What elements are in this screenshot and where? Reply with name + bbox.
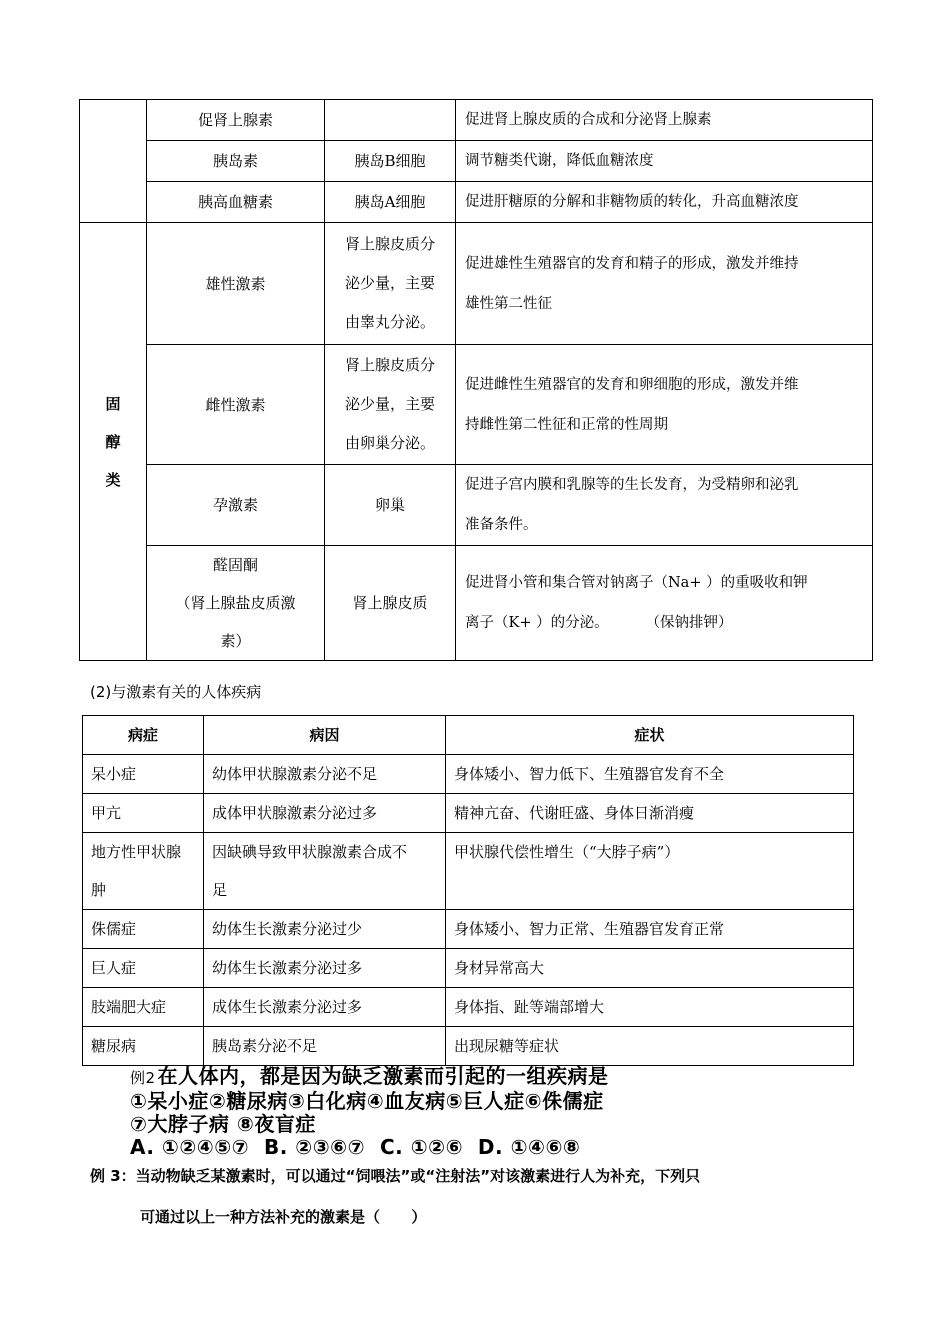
hormone-name: 雄性激素: [147, 223, 325, 345]
symptom-cell: 出现尿糖等症状: [446, 1027, 854, 1066]
table-row: [83, 833, 854, 910]
hormone-source: 肾上腺皮质分 泌少量，主要 由卵巢分泌。: [325, 345, 456, 465]
hormone-source: [325, 100, 456, 141]
steroid-category-label: 固 醇 类: [80, 223, 147, 661]
hormone-table: [79, 99, 873, 661]
table-row: [83, 988, 854, 1027]
cause-cell: 胰岛素分泌不足: [204, 1027, 446, 1066]
example-2-items: ⑦大脖子病 ⑧夜盲症: [130, 1112, 316, 1136]
cause-cell: 幼体生长激素分泌过少: [204, 910, 446, 949]
symptom-cell: 精神亢奋、代谢旺盛、身体日渐消瘦: [446, 794, 854, 833]
section-title: (2)与激素有关的人体疾病: [90, 683, 262, 701]
disease-cell: 侏儒症: [83, 910, 204, 949]
example-3-question: 例 3：当动物缺乏某激素时，可以通过“饲喂法”或“注射法”对该激素进行人为补充，下列只: [90, 1167, 701, 1185]
hormone-source: 卵巢: [325, 465, 456, 546]
hormone-function: 调节糖类代谢，降低血糖浓度: [456, 141, 873, 182]
hormone-name: 雌性激素: [147, 345, 325, 465]
hormone-source: 肾上腺皮质: [325, 546, 456, 661]
table-row: [83, 755, 854, 794]
hormone-name: 醛固酮 （肾上腺盐皮质激 素）: [147, 546, 325, 661]
disease-table: [82, 715, 854, 1066]
cause-cell: 幼体生长激素分泌过多: [204, 949, 446, 988]
example-2-tag: 例2: [130, 1069, 156, 1087]
table-row: [80, 141, 873, 182]
symptom-cell: 身材异常高大: [446, 949, 854, 988]
disease-cell: 地方性甲状腺 肿: [83, 833, 204, 910]
table-row: [80, 465, 873, 546]
table-row: [83, 949, 854, 988]
disease-cell: 呆小症: [83, 755, 204, 794]
table-row: [80, 223, 873, 345]
hormone-name: 胰岛素: [147, 141, 325, 182]
group-label-cell: [80, 100, 147, 223]
table-row: [80, 182, 873, 223]
hormone-function: 促进雄性生殖器官的发育和精子的形成，激发并维持 雄性第二性征: [456, 223, 873, 345]
example-2-options: A. ①②④⑤⑦ B. ②③⑥⑦ C. ①②⑥ D. ①④⑥⑧: [130, 1135, 581, 1159]
example-2: [130, 1065, 609, 1159]
column-header: 病症: [83, 716, 204, 755]
hormone-name: 孕激素: [147, 465, 325, 546]
hormone-function: 促进子宫内膜和乳腺等的生长发育，为受精卵和泌乳 准备条件。: [456, 465, 873, 546]
table-row: [83, 1027, 854, 1066]
example-3: [90, 1165, 700, 1227]
table-row: [83, 794, 854, 833]
hormone-function: 促进雌性生殖器官的发育和卵细胞的形成，激发并维 持雌性第二性征和正常的性周期: [456, 345, 873, 465]
example-2-question: 例2 在人体内，都是因为缺乏激素而引起的一组疾病是: [130, 1064, 609, 1088]
example-3-question-cont: 可通过以上一种方法补充的激素是（ ）: [140, 1208, 427, 1226]
hormone-name: 胰高血糖素: [147, 182, 325, 223]
symptom-cell: 甲状腺代偿性增生（“大脖子病”）: [446, 833, 854, 910]
example-2-items: ①呆小症②糖尿病③白化病④血友病⑤巨人症⑥侏儒症: [130, 1089, 604, 1113]
table-row: [80, 100, 873, 141]
hormone-source: 肾上腺皮质分 泌少量，主要 由睾丸分泌。: [325, 223, 456, 345]
disease-cell: 巨人症: [83, 949, 204, 988]
disease-cell: 肢端肥大症: [83, 988, 204, 1027]
table-row: [83, 910, 854, 949]
hormone-source: 胰岛A细胞: [325, 182, 456, 223]
table-header-row: [83, 716, 854, 755]
column-header: 病因: [204, 716, 446, 755]
hormone-name: 促肾上腺素: [147, 100, 325, 141]
disease-cell: 甲亢: [83, 794, 204, 833]
table-row: [80, 546, 873, 661]
hormone-function: 促进肾小管和集合管对钠离子（Na+ ）的重吸收和钾 离子（K+ ）的分泌。 （保钠排钾）: [456, 546, 873, 661]
symptom-cell: 身体矮小、智力正常、生殖器官发育正常: [446, 910, 854, 949]
cause-cell: 幼体甲状腺激素分泌不足: [204, 755, 446, 794]
symptom-cell: 身体矮小、智力低下、生殖器官发育不全: [446, 755, 854, 794]
table-row: [80, 345, 873, 465]
hormone-source: 胰岛B细胞: [325, 141, 456, 182]
hormone-function: 促进肝糖原的分解和非糖物质的转化，升高血糖浓度: [456, 182, 873, 223]
cause-cell: 因缺碘导致甲状腺激素合成不 足: [204, 833, 446, 910]
hormone-function: 促进肾上腺皮质的合成和分泌肾上腺素: [456, 100, 873, 141]
disease-cell: 糖尿病: [83, 1027, 204, 1066]
cause-cell: 成体生长激素分泌过多: [204, 988, 446, 1027]
cause-cell: 成体甲状腺激素分泌过多: [204, 794, 446, 833]
symptom-cell: 身体指、趾等端部增大: [446, 988, 854, 1027]
column-header: 症状: [446, 716, 854, 755]
